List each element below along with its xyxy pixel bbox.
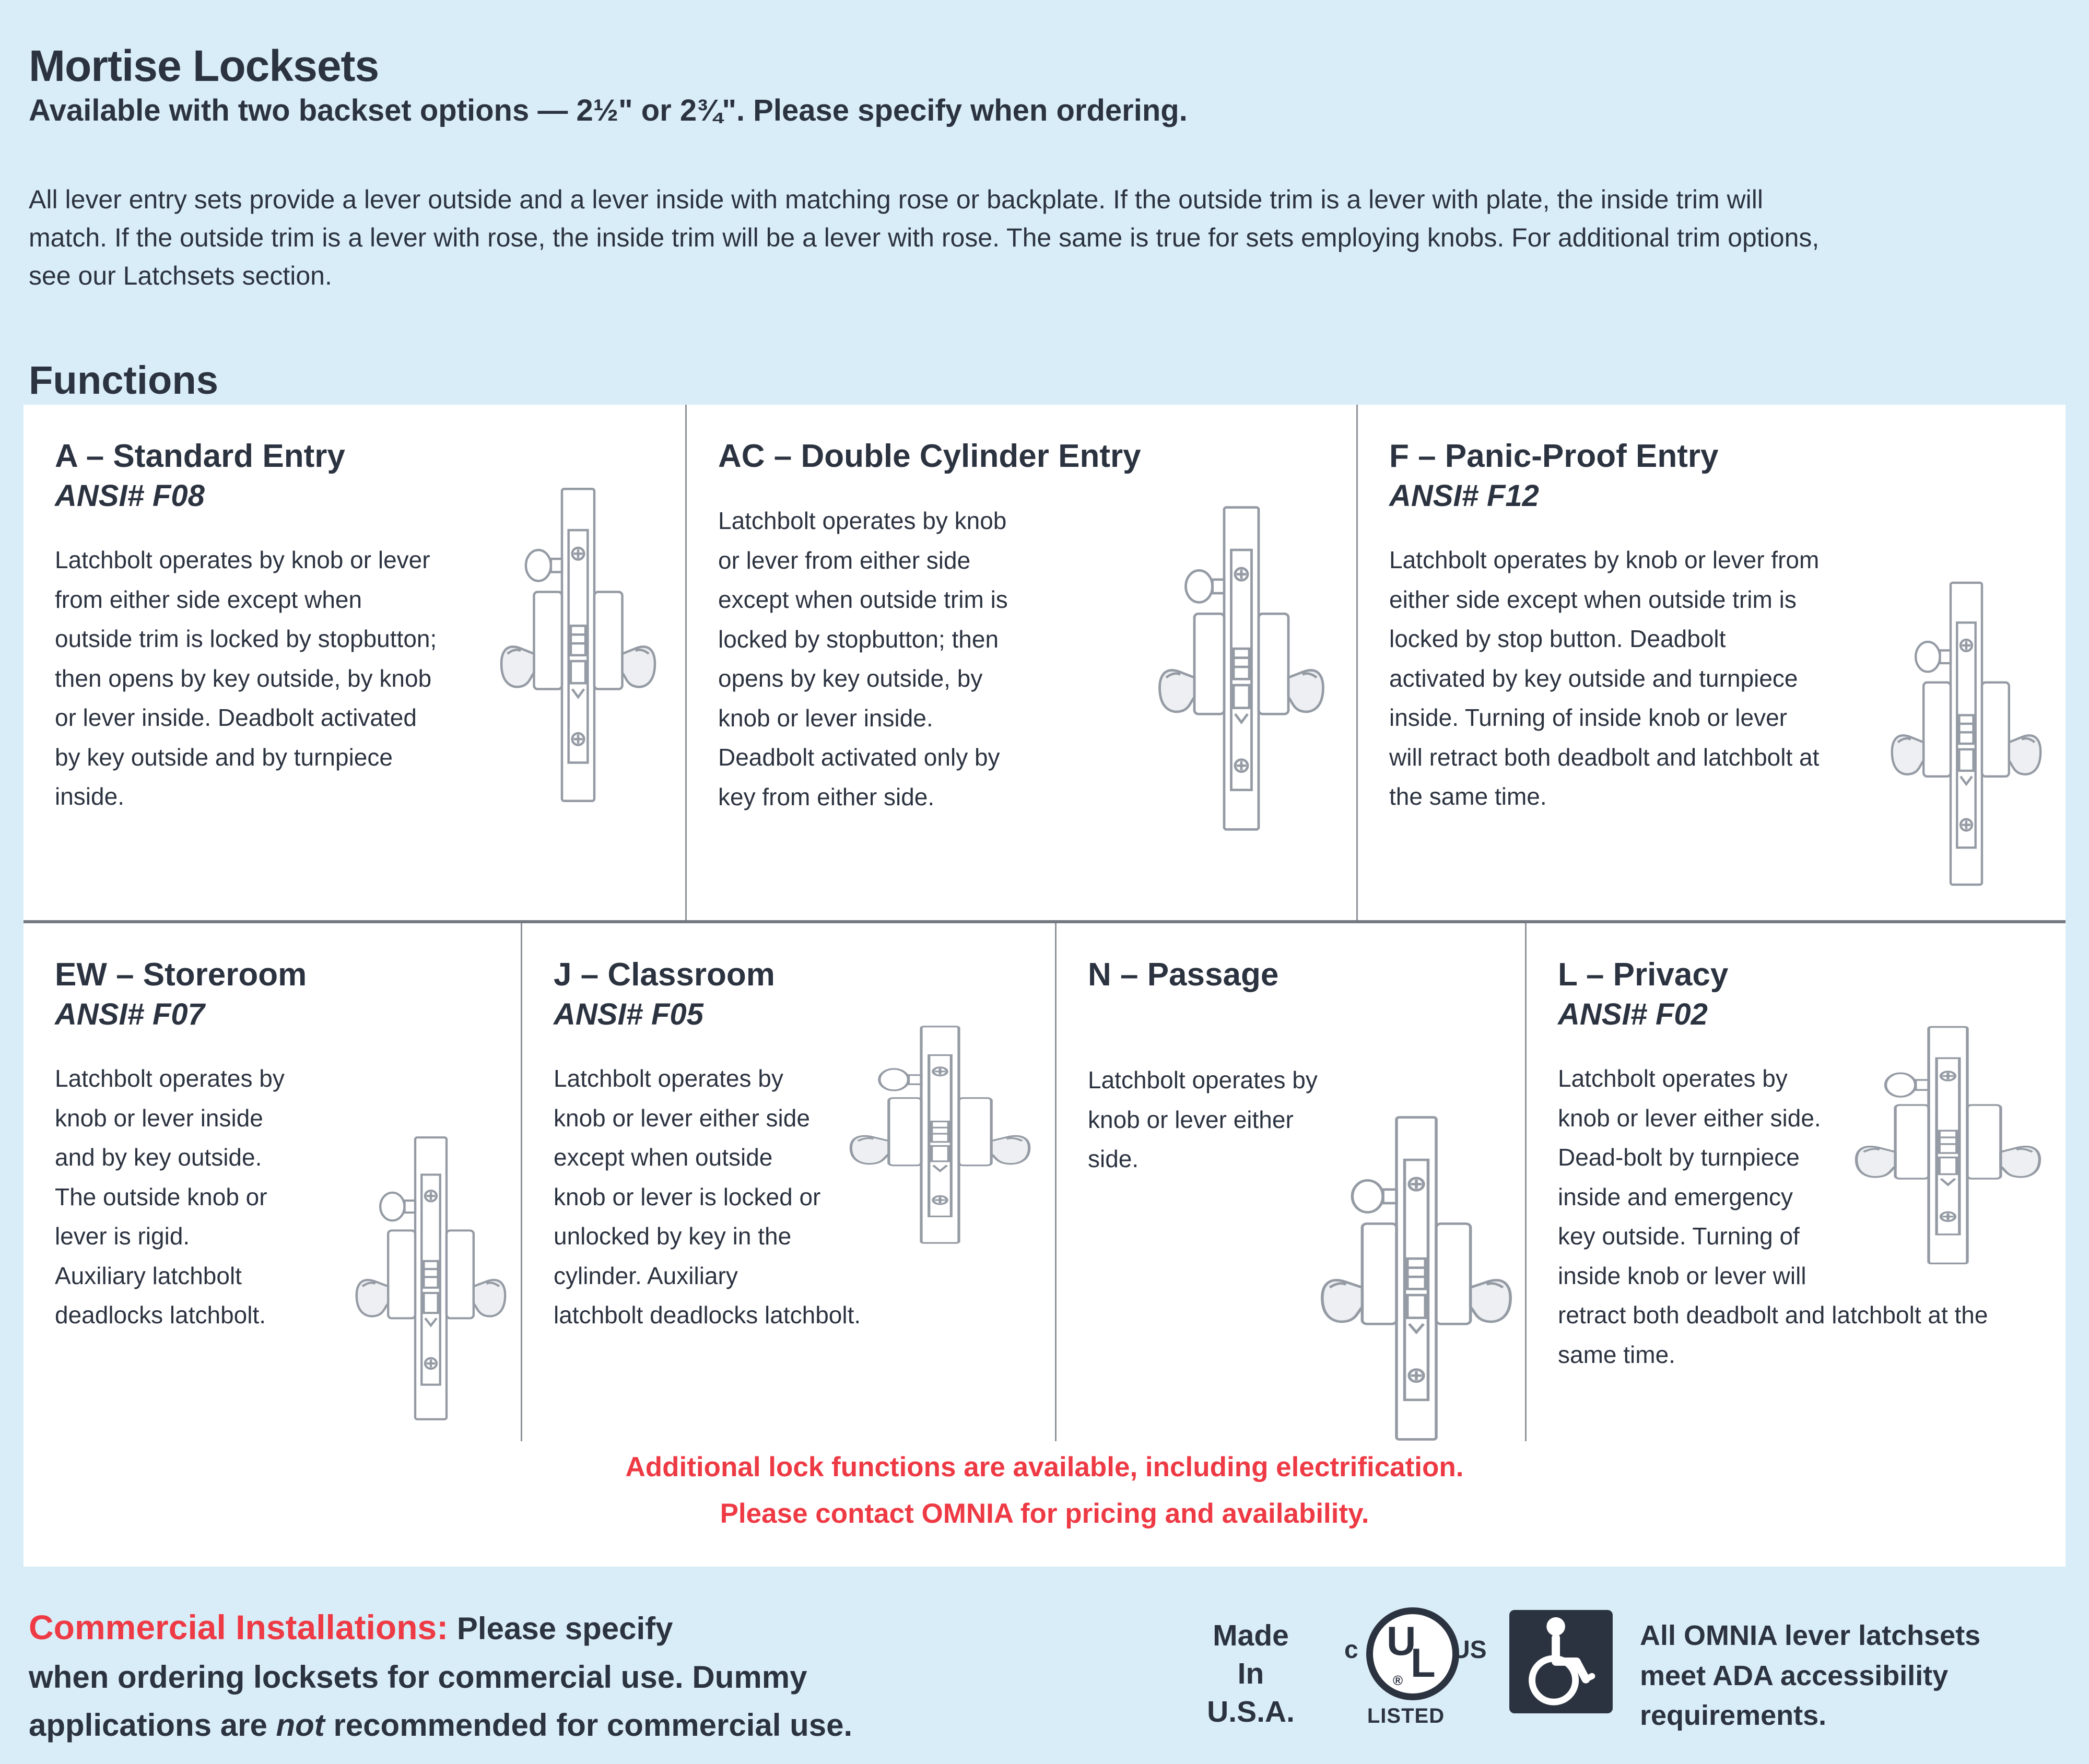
ansi-number: ANSI# F07 — [55, 997, 205, 1032]
backset-subtitle: Available with two backset options — 2½" or 2¾". Please specify when ordering. — [29, 93, 1188, 127]
function-title: EW – Storeroom — [55, 957, 307, 993]
page-title: Mortise Locksets — [29, 41, 379, 91]
mortise-lock-illustration — [497, 483, 659, 807]
function-description: Latchbolt operates by knob or lever inside and by key outside. The outside knob or lever is rigid. Auxiliary latchbolt deadlocks latchbolt. — [55, 1065, 285, 1329]
function-title: F – Panic-Proof Entry — [1389, 438, 1719, 474]
mortise-lock-illustration — [353, 1132, 509, 1425]
function-title: A – Standard Entry — [55, 438, 345, 474]
ada-compliance-text: All OMNIA lever latchsets meet ADA accessibility requirements. — [1640, 1620, 1981, 1732]
commercial-line-1: Commercial Installations: Please specify — [29, 1608, 673, 1647]
functions-heading: Functions — [29, 358, 219, 403]
commercial-line-3: applications are not recommended for commercial use. — [29, 1707, 853, 1743]
ada-wheelchair-icon — [1509, 1609, 1613, 1714]
ul-circle-icon: U L ® — [1366, 1607, 1459, 1700]
mortise-lock-illustration — [846, 1022, 1034, 1259]
functions-row-2 — [24, 923, 2065, 1441]
function-title: J – Classroom — [554, 957, 775, 993]
ansi-number: ANSI# F02 — [1558, 997, 1708, 1032]
commercial-line-2: when ordering locksets for commercial use. Dummy — [29, 1660, 807, 1695]
notice-line-2: Please contact OMNIA for pricing and availability. — [720, 1498, 1369, 1530]
function-description: Latchbolt operates by knob or lever from either side except when outside trim is locked by stopbutton; then opens by key outside, by knob or lever inside. Deadbolt activated only by key from either side. — [718, 507, 1008, 810]
function-card-panic-proof-entry — [1358, 405, 2065, 920]
function-description: Latchbolt operates by knob or lever from either side except when outside trim is locked by stop button. Deadbolt activated by key outside and turnpiece inside. Turning of inside knob or lever will retract both deadbolt and latchbolt at the same time. — [1389, 546, 1820, 810]
ansi-number: ANSI# F08 — [55, 479, 205, 513]
notice-line-1: Additional lock functions are available, including electrification. — [625, 1452, 1464, 1483]
mortise-lock-illustration — [1317, 1111, 1516, 1445]
intro-paragraph: All lever entry sets provide a lever outside and a lever inside with matching rose or backplate. If the outside trim is a lever with plate, the inside trim will match. If the outside trim is a lever with rose, the inside trim will be a lever with rose. The same is true for sets employing knobs. For additional trim options, see our Latchsets section. — [29, 185, 1820, 290]
function-description: Latchbolt operates by knob or lever either side. Dead-bolt by turnpiece inside and emergency key outside. Turning of inside knob or lever will retract both deadbolt and latchbolt at the same time. — [1558, 1059, 2045, 1374]
function-card-double-cylinder-entry — [687, 405, 1358, 920]
ansi-number: ANSI# F12 — [1389, 479, 1539, 513]
function-description: Latchbolt operates by knob or lever either side. — [1088, 1066, 1318, 1173]
function-card-passage — [1057, 923, 1527, 1441]
function-card-privacy — [1527, 923, 2065, 1441]
functions-row-1 — [24, 405, 2065, 920]
commercial-installations-note — [29, 1601, 1099, 1749]
mortise-lock-illustration — [1888, 577, 2045, 890]
function-title: AC – Double Cylinder Entry — [718, 438, 1141, 474]
mortise-lock-illustration — [1155, 501, 1328, 836]
electrification-notice — [24, 1444, 2065, 1537]
function-title: L – Privacy — [1558, 957, 1729, 993]
made-in-usa-label: Made In U.S.A. — [1207, 1619, 1295, 1728]
ul-listed-logo: c U L ® US LISTED — [1335, 1607, 1492, 1743]
commercial-label: Commercial Installations: — [29, 1608, 449, 1647]
function-card-standard-entry — [24, 405, 687, 920]
function-card-storeroom — [24, 923, 522, 1441]
mortise-lock-illustration — [1851, 1022, 2045, 1279]
function-title: N – Passage — [1088, 957, 1279, 993]
function-description: Latchbolt operates by knob or lever from either side except when outside trim is locked by stopbutton; then opens by key outside, by knob or lever inside. Deadbolt activated by key outside and by turnpiece inside. — [55, 546, 437, 810]
function-description: Latchbolt operates by knob or lever either side except when outside knob or lever is locked or unlocked by key in the cylinder. Auxiliary latchbolt deadlocks latchbolt. — [554, 1059, 1034, 1335]
function-card-classroom — [522, 923, 1057, 1441]
ansi-number: ANSI# F05 — [554, 997, 703, 1032]
functions-panel — [24, 405, 2065, 1567]
